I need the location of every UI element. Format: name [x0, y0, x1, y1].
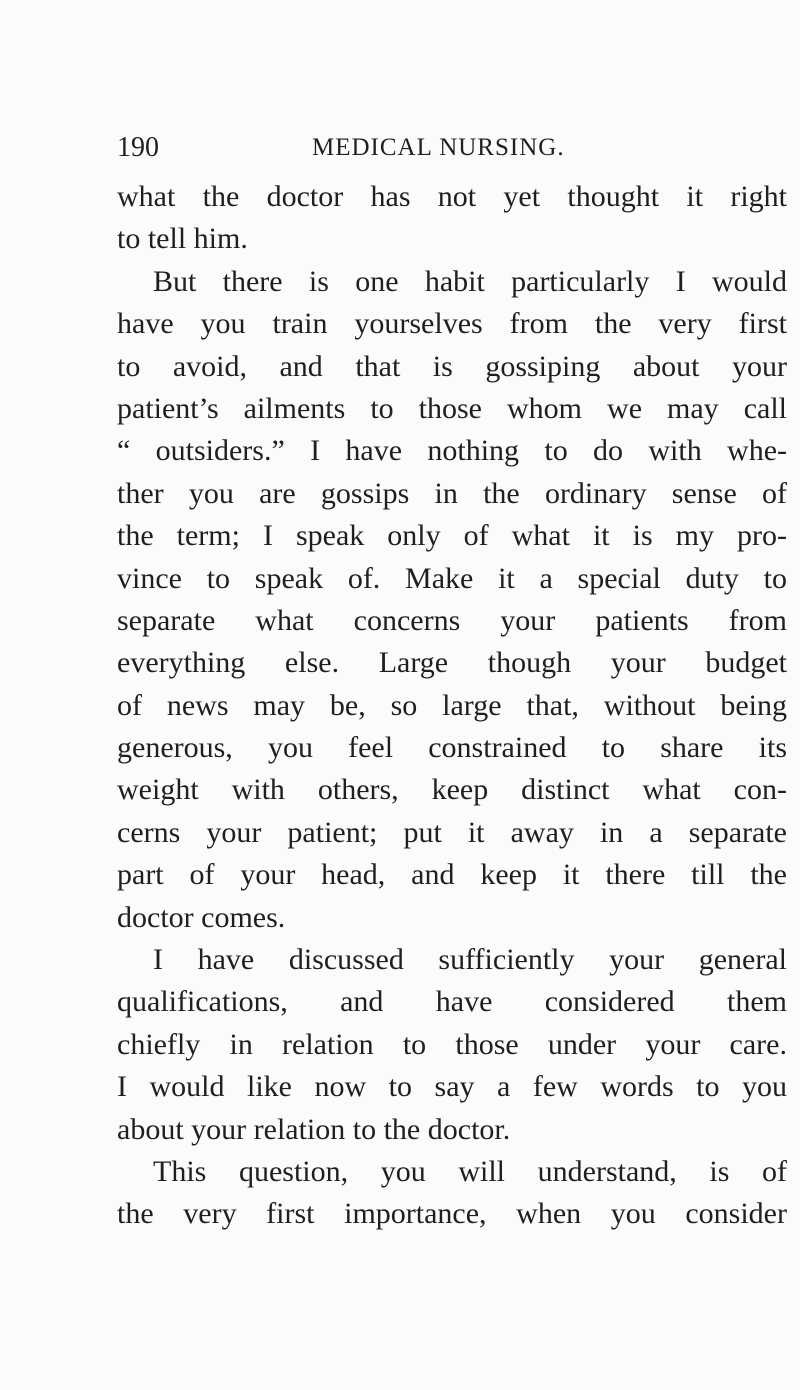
- text-line: I would like now to say a few words to you: [117, 1070, 787, 1104]
- text-line: have you train yourselves from the very first: [117, 307, 787, 341]
- text-line: generous, you feel constrained to share its: [117, 731, 787, 765]
- running-title: MEDICAL NURSING.: [312, 134, 565, 161]
- page-number: 190: [117, 132, 159, 163]
- text-line: to avoid, and that is gossiping about your: [117, 349, 787, 383]
- text-line: of news may be, so large that, without being: [117, 688, 787, 722]
- text-line: This question, you will understand, is of: [153, 1154, 787, 1188]
- text-line: cerns your patient; put it away in a separate: [117, 815, 787, 849]
- text-line: separate what concerns your patients from: [117, 603, 787, 637]
- text-line: But there is one habit particularly I would: [153, 264, 787, 298]
- text-line: chiefly in relation to those under your care.: [117, 1027, 787, 1061]
- text-line: weight with others, keep distinct what con-: [117, 773, 787, 807]
- text-line: to tell him.: [117, 222, 248, 256]
- text-line: I have discussed sufficiently your general: [153, 943, 787, 977]
- body-text: [117, 176, 787, 1236]
- running-head: [117, 128, 577, 168]
- text-line: doctor comes.: [117, 900, 286, 934]
- text-line: part of your head, and keep it there till the: [117, 858, 787, 892]
- text-line: “ outsiders.” I have nothing to do with whe-: [117, 434, 787, 468]
- text-line: the term; I speak only of what it is my pro-: [117, 519, 787, 553]
- text-line: what the doctor has not yet thought it right: [117, 180, 787, 213]
- text-line: everything else. Large though your budget: [117, 646, 787, 680]
- text-line: patient’s ailments to those whom we may call: [117, 391, 787, 425]
- text-line: qualifications, and have considered them: [117, 985, 787, 1019]
- text-line: vince to speak of. Make it a special duty to: [117, 561, 787, 595]
- text-line: ther you are gossips in the ordinary sense of: [117, 476, 787, 510]
- text-line: the very first importance, when you consider: [117, 1197, 787, 1231]
- text-line: about your relation to the doctor.: [117, 1112, 511, 1146]
